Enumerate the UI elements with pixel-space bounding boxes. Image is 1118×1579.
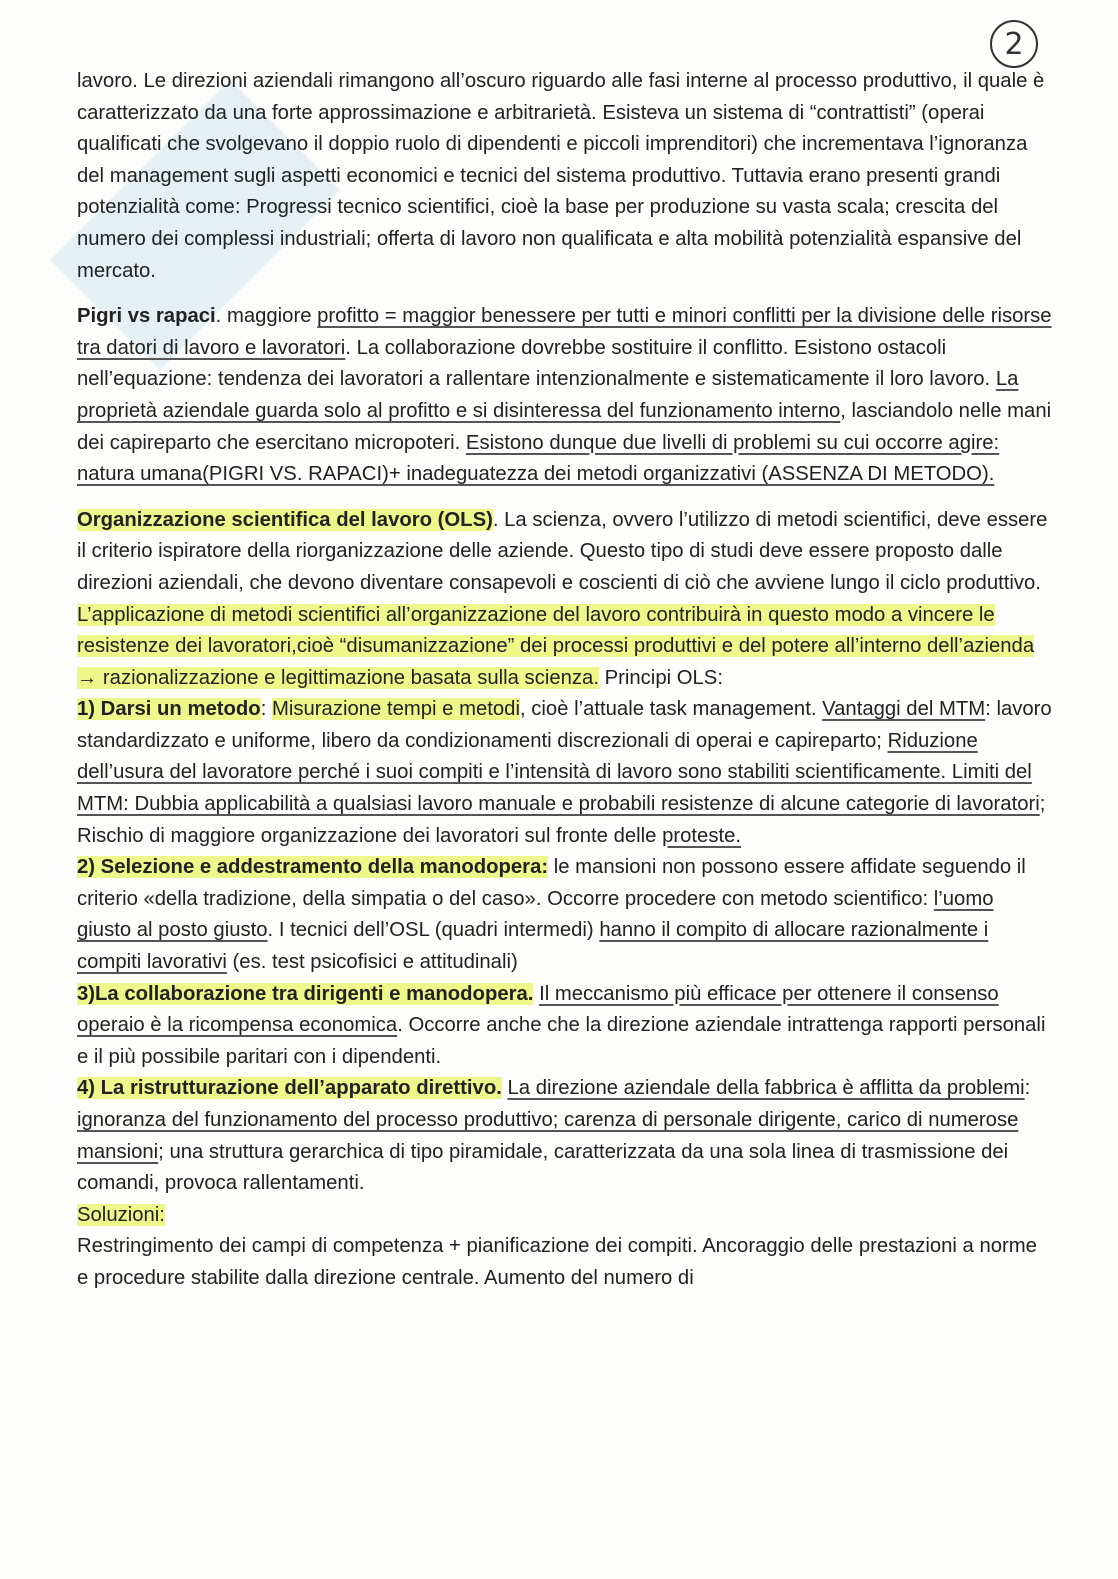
text-span: Principi OLS: <box>598 666 723 689</box>
text-span: le mansioni non possono essere affidate seguendo il criterio «della tradizione, della simpatia o del caso». Occorre procedere con metodo scientifico: <box>77 856 1026 910</box>
text-span: (es. test psicofisici e attitudinali) <box>226 951 518 974</box>
text-span: , cioè l’attuale task management. <box>519 698 823 721</box>
heading-principle-3: 3)La collaborazione tra dirigenti e manodopera. <box>77 982 534 1005</box>
underlined-text: Il meccanismo più efficace per ottenere il consenso operaio è la ricompensa economica <box>77 982 999 1037</box>
underlined-text: proteste. <box>662 824 742 847</box>
text-span: . La scienza, ovvero l’utilizzo di metodi scientifici, deve essere il criterio ispiratore della riorganizzazione delle aziende. Questo tipo di studi deve essere proposto dalle direzioni aziendali, che devono diventare consapevoli e coscienti di ciò che avviene lungo il ciclo produttivo. <box>77 508 1048 594</box>
heading-pigri-vs-rapaci: Pigri vs rapaci <box>77 305 216 328</box>
heading-principle-1: 1) Darsi un metodo <box>77 698 261 721</box>
paragraph-context: lavoro. Le direzioni aziendali rimangono all’oscuro riguardo alle fasi interne al processo produttivo, il quale è caratterizzato da una forte approssimazione e arbitrarietà. Esisteva un sistema di “contrattisti” (operai qualificati che svolgevano il doppio ruolo di dipendenti e piccoli imprenditori) che incrementava l’ignoranza del management sugli aspetti economici e tecnici del sistema produttivo. Tuttavia erano presenti grandi potenzialità come: Progressi tecnico scientifici, cioè la base per produzione su vasta scala; crescita del numero dei complessi industriali; offerta di lavoro non qualificata e alta mobilità potenzialità espansive del mercato. <box>77 70 1045 282</box>
document-body <box>77 66 1052 1295</box>
text-span: . Occorre anche che la direzione aziendale intrattenga rapporti personali e il più possibile paritari con i dipendenti. <box>77 1014 1046 1068</box>
heading-ols: Organizzazione scientifica del lavoro (OLS) <box>77 508 493 531</box>
heading-principle-4: 4) La ristrutturazione dell’apparato direttivo. <box>77 1077 502 1100</box>
underlined-text: l’uomo giusto al posto giusto <box>77 887 994 942</box>
underlined-text: ignoranza del funzionamento del processo produttivo; carenza di personale dirigente, carico di numerose mansioni <box>77 1109 1019 1163</box>
paragraph-ols <box>77 505 1052 695</box>
text-span: . La collaborazione dovrebbe sostituire il conflitto. Esistono ostacoli nell’equazione: tendenza dei lavoratori a rallentare intenzionalmente e sistematicamente il loro lavoro. <box>77 336 996 391</box>
page-number: 2 <box>990 20 1038 68</box>
paragraph-principle-4 <box>77 1073 1052 1199</box>
text-span: : lavoro standardizzato e uniforme, libero da condizionamenti discrezionali di operai e capireparto; <box>77 698 1052 752</box>
paragraph-principle-1 <box>77 694 1052 852</box>
paragraph-pigri-vs-rapaci <box>77 301 1052 491</box>
heading-solutions: Soluzioni: <box>77 1203 165 1226</box>
text-span: : <box>1024 1077 1031 1100</box>
underlined-text: La proprietà aziendale guarda solo al profitto e si disinteressa del funzionamento interno <box>77 368 1019 422</box>
text-span: . maggiore <box>215 305 318 328</box>
paragraph-principle-2 <box>77 852 1052 978</box>
underlined-text: hanno il compito di allocare razionalmente i compiti lavorativi <box>77 919 989 974</box>
underlined-text: Vantaggi del MTM <box>822 698 986 721</box>
solutions-heading-line <box>77 1200 1052 1232</box>
text-span: ; Rischio di maggiore organizzazione dei lavoratori sul fronte delle <box>77 793 1046 847</box>
text-span: . I tecnici dell’OSL (quadri intermedi) <box>267 919 600 942</box>
text-span: , lasciandolo nelle mani dei capireparto che esercitano micropoteri. <box>77 399 1052 454</box>
text-span: ; una struttura gerarchica di tipo piramidale, caratterizzata da una sola linea di trasmissione dei comandi, provoca rallentamenti. <box>77 1140 1009 1195</box>
heading-principle-2: 2) Selezione e addestramento della manodopera: <box>77 856 549 879</box>
highlighted-text: L’applicazione di metodi scientifici all’organizzazione del lavoro contribuirà in questo modo a vincere le resistenze dei lavoratori,cioè “disumanizzazione” dei processi produttivi e del potere all’interno dell’azienda → razionalizzazione e legittimazione basata sulla scienza. <box>77 603 1035 689</box>
highlighted-text: Misurazione tempi e metodi <box>271 698 520 721</box>
underlined-text: Riduzione dell’usura del lavoratore perché i suoi compiti e l’intensità di lavoro sono stabiliti scientificamente. Limiti del MTM: Dubbia applicabilità a qualsiasi lavoro manuale e probabili resistenze di alcune categorie di lavoratori <box>77 729 1040 816</box>
underlined-text: La direzione aziendale della fabbrica è afflitta da problemi <box>507 1077 1025 1100</box>
underlined-text: Esistono dunque due livelli di problemi su cui occorre agire: natura umana(PIGRI VS. RAPACI)+ inadeguatezza dei metodi organizzativi (ASSENZA DI METODO). <box>77 431 1000 486</box>
underlined-text: profitto = maggior benessere per tutti e minori conflitti per la divisione delle risorse tra datori di lavoro e lavoratori <box>77 305 1052 359</box>
text-span: : <box>260 698 272 721</box>
paragraph-solutions: Restringimento dei campi di competenza + pianificazione dei compiti. Ancoraggio delle prestazioni a norme e procedure stabilite dalla direzione centrale. Aumento del numero di <box>77 1235 1037 1289</box>
paragraph-principle-3 <box>77 979 1052 1074</box>
